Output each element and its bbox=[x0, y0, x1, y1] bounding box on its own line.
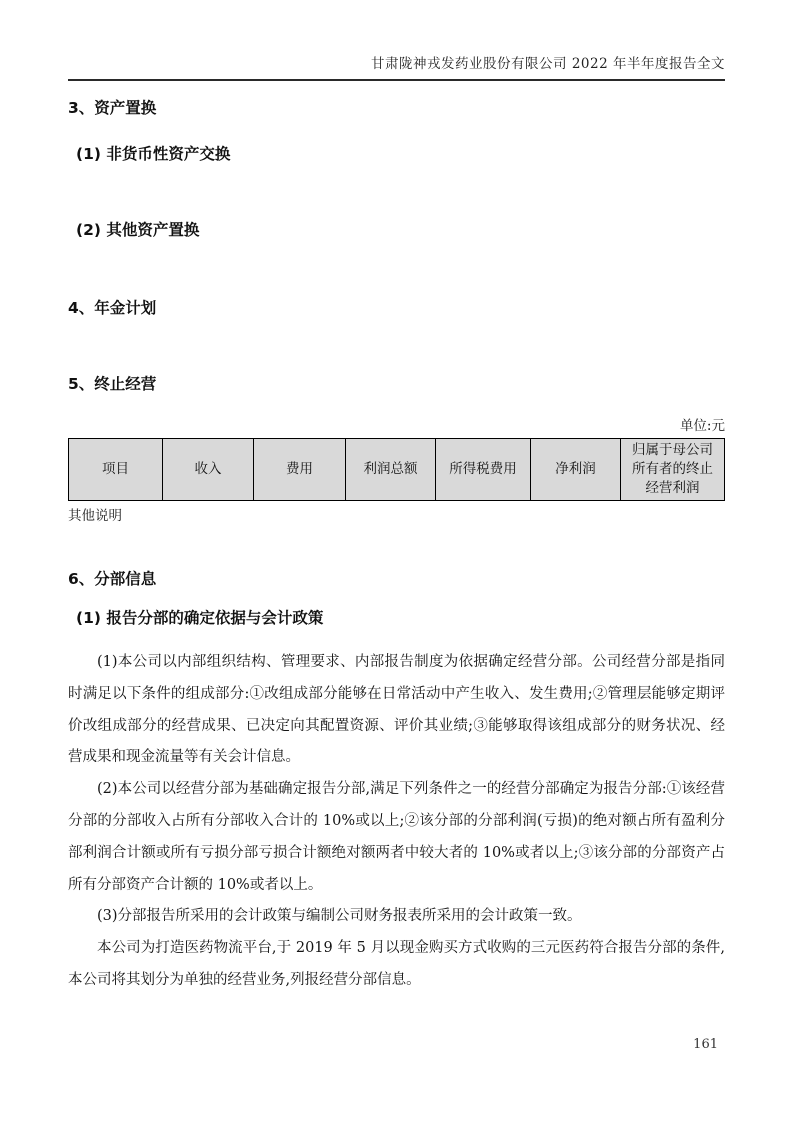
table-header-expense: 费用 bbox=[254, 439, 346, 501]
table-header-total-profit: 利润总额 bbox=[346, 439, 436, 501]
page-number: 161 bbox=[693, 1037, 718, 1052]
section-3-subsection-1-title: (1) 非货币性资产交换 bbox=[76, 145, 231, 163]
table-header-row bbox=[69, 439, 725, 501]
section-3-subsection-2-title: (2) 其他资产置换 bbox=[76, 221, 200, 239]
section-6-title: 6、分部信息 bbox=[68, 570, 157, 588]
paragraph-accounting-policy: (3)分部报告所采用的会计政策与编制公司财务报表所采用的会计政策一致。 bbox=[97, 908, 582, 925]
section-6-subsection-1-title: (1) 报告分部的确定依据与会计政策 bbox=[76, 609, 324, 627]
section-5-title: 5、终止经营 bbox=[68, 375, 157, 393]
table-header-item: 项目 bbox=[69, 439, 163, 501]
section-3-title: 3、资产置换 bbox=[68, 99, 157, 117]
section-6-body bbox=[68, 647, 725, 997]
page-content bbox=[68, 0, 725, 997]
table-header-net-profit: 净利润 bbox=[531, 439, 621, 501]
paragraph-reporting-segment-criteria: (2)本公司以经营分部为基础确定报告分部,满足下列条件之一的经营分部确定为报告分部:①该经营分部的分部收入占所有分部收入合计的 10%或以上;②该分部的分部利润(亏损)的绝对额占所有盈利分部利润合计额或所有亏损分部亏损合计额绝对额两者中较大者的 10%或者以上;③该分部的分部资产占所有分部资产合计额的 10%或者以上。 bbox=[68, 781, 725, 893]
paragraph-segment-definition: (1)本公司以内部组织结构、管理要求、内部报告制度为依据确定经营分部。公司经营分部是指同时满足以下条件的组成部分:①改组成部分能够在日常活动中产生收入、发生费用;②管理层能够定期评价改组成部分的经营成果、已决定向其配置资源、评价其业绩;③能够取得该组成部分的财务状况、经营成果和现金流量等有关会计信息。 bbox=[68, 654, 725, 766]
table-header-revenue: 收入 bbox=[163, 439, 254, 501]
report-header-title: 甘肃陇神戎发药业股份有限公司 2022 年半年度报告全文 bbox=[371, 56, 725, 72]
section-4-title: 4、年金计划 bbox=[68, 299, 157, 317]
table-header-parent-discontinued-profit: 归属于母公司所有者的终止经营利润 bbox=[621, 439, 725, 501]
discontinued-operations-table bbox=[68, 438, 725, 501]
table-note: 其他说明 bbox=[68, 508, 122, 524]
table-header-income-tax: 所得税费用 bbox=[436, 439, 531, 501]
paragraph-logistics-platform: 本公司为打造医药物流平台,于 2019 年 5 月以现金购买方式收购的三元医药符合报告分部的条件,本公司将其划分为单独的经营业务,列报经营分部信息。 bbox=[68, 940, 725, 988]
table-unit-label: 单位:元 bbox=[679, 418, 725, 434]
page-header bbox=[68, 0, 725, 81]
